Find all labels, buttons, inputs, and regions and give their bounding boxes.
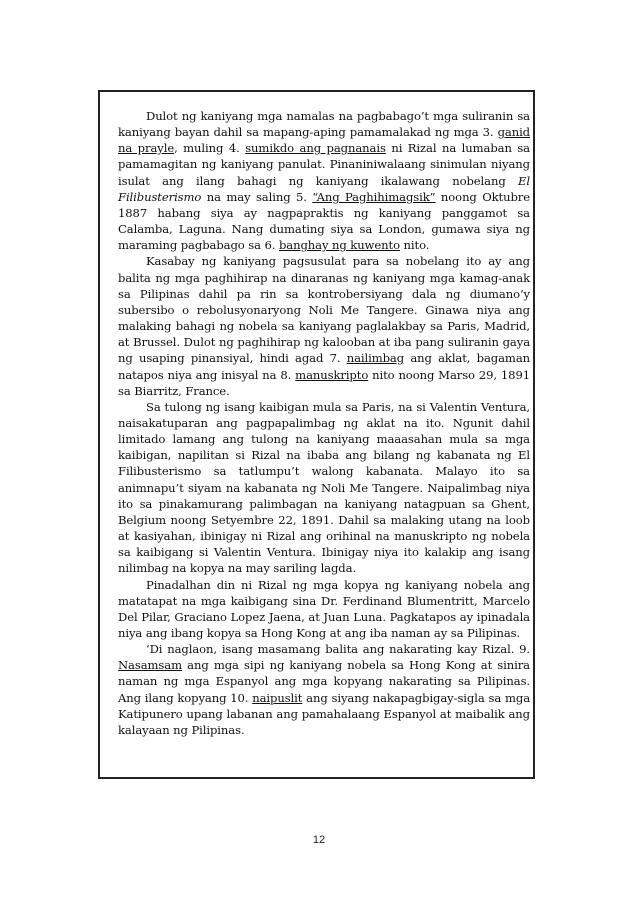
paragraph (118, 253, 530, 398)
paragraph-text: noong Oktubre 1887 habang siya ay nagpapraktis ng kaniyang panggamot sa Calamba, Laguna. Nang dumating siya sa London, gumawa siya ng maraming pagbabago sa 6. (118, 189, 530, 253)
paragraph-text: Kasabay ng kaniyang pagsusulat para sa nobelang ito ay ang balita ng mga paghihirap na dinaranas ng kaniyang mga kamag-anak sa Pilipinas dahil pa rin sa kontrobersiyang dala ng diumano’y subersibo o rebolusyonaryong Noli Me Tangere. Ginawa niya ang malaking bahagi ng nobela sa kaniyang paglalakbay sa Paris, Madrid, at Brussel. Dulot ng paghihirap ng kalooban at iba pang suliranin gaya ng usaping pinansiyal, hindi agad 7. (118, 254, 530, 366)
paragraph-text: Pinadalhan din ni Rizal ng mga kopya ng kaniyang nobela ang matatapat na mga kaibigang sina Dr. Ferdinand Blumentritt, Marcelo Del Pilar, Graciano Lopez Jaena, at Juan Luna. Pagkatapos ay ipinadala niya ang ibang kopya sa Hong Kong at ang iba naman ay sa Pilipinas. (118, 577, 530, 640)
vocabulary-term: Nasamsam (118, 658, 182, 673)
vocabulary-term: manuskripto (295, 367, 369, 382)
paragraph (118, 641, 530, 738)
paragraph-text: nito. (399, 238, 430, 253)
paragraph-text: na may saling 5. (201, 189, 313, 204)
vocabulary-term: ganid na prayle (118, 125, 530, 156)
paragraph (118, 108, 530, 253)
vocabulary-term: banghay ng kuwento (278, 238, 400, 253)
paragraph-text: Sa tulong ng isang kaibigan mula sa Paris, na si Valentin Ventura, naisakatuparan ang pagpapalimbag ng aklat na ito. Ngunit dahil limitado lamang ang tulong na kaniyang maaasahan mula sa mga kaibigan, napilitan si Rizal na ibaba ang bilang ng kabanata ng El Filibusterismo sa tatlumpu’t walong kabanata. Malayo ito sa animnapu’t siyam na kabanata ng Noli Me Tangere. Naipalimbag niya ito sa pinakamurang palimbagan na kaniyang natagpuan sa Ghent, Belgium noong Setyembre 22, 1891. Dahil sa malaking utang na loob at kasiyahan, ibinigay ni Rizal ang orihinal na manuskripto ng nobela sa kaibigang si Valentin Ventura. Ibinigay niya ito kalakip ang isang nilimbag na kopya na may sariling lagda. (118, 399, 530, 576)
paragraph-text: nito noong Marso 29, 1891 sa Biarritz, France. (118, 367, 530, 398)
text-body (118, 108, 530, 738)
paragraph-text: ang aklat, bagaman natapos niya ang inisyal na 8. (118, 351, 530, 382)
vocabulary-term: “Ang Paghihimagsik” (312, 189, 436, 204)
paragraph (118, 399, 530, 577)
paragraph-text: ang mga sipi ng kaniyang nobela sa Hong Kong at sinira naman ng mga Espanyol ang mga kopyang nakarating sa Pilipinas. Ang ilang kopyang 10. (118, 658, 530, 705)
paragraph-text: ang siyang nakapagbigay-sigla sa mga Katipunero upang labanan ang pamahalaang Espanyol at maibalik ang kalayaan ng Pilipinas. (118, 690, 531, 737)
book-title: El Filibusterismo (118, 173, 530, 204)
vocabulary-term: naipuslit (252, 690, 303, 705)
paragraph-text: Dulot ng kaniyang mga namalas na pagbabago’t mga suliranin sa kaniyang bayan dahil sa mapang-aping pamamalakad ng mga 3. (118, 109, 530, 140)
vocabulary-term: nailimbag (346, 351, 405, 366)
paragraph-text: ‘Di naglaon, isang masamang balita ang nakarating kay Rizal. 9. (146, 642, 530, 657)
paragraph-text: ni Rizal na lumaban sa pamamagitan ng kaniyang panulat. Pinaniniwalaang sinimulan niyang isulat ang ilang bahagi ng kaniyang ikalawang nobelang (118, 141, 530, 188)
vocabulary-term: sumikdo ang pagnanais (245, 141, 386, 156)
paragraph-text: , muling 4. (174, 141, 246, 156)
page-number: 12 (312, 834, 326, 846)
paragraph (118, 577, 530, 642)
